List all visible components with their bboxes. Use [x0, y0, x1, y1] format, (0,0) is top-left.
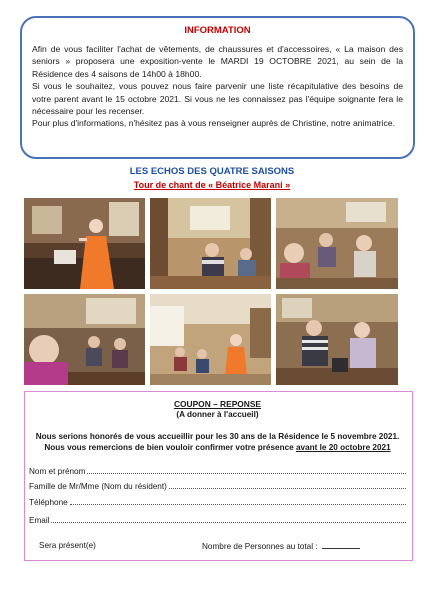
phone-field-line[interactable]	[70, 497, 406, 505]
email-field-line[interactable]	[51, 515, 406, 523]
name-field[interactable]	[29, 466, 406, 476]
coupon-message	[29, 432, 406, 453]
email-field-label: Email	[29, 516, 50, 525]
phone-field[interactable]	[29, 497, 406, 507]
coupon-message-line1: Nous serions honorés de vous accueillir pour les 30 ans de la Résidence le 5 novembre 2021.	[35, 432, 400, 441]
present-label: Sera présent(e)	[39, 541, 96, 550]
resident-closeup-photo	[24, 294, 145, 385]
person-count-label: Nombre de Personnes au total :	[202, 542, 320, 551]
information-body	[32, 43, 403, 130]
coupon-message-line2: Nous vous remercions de bien vouloir confirmer votre présence avant le 20 octobre 2021	[44, 442, 391, 452]
dining-room-performance-photo	[150, 294, 271, 385]
coupon-reponse-form	[24, 391, 413, 561]
family-field-label: Famille de Mr/Mme (Nom du résident)	[29, 482, 167, 491]
family-field[interactable]	[29, 481, 406, 491]
residents-smiling-photo	[276, 198, 398, 289]
information-box	[20, 16, 415, 159]
echos-subtitle: Tour de chant de « Béatrice Marani »	[133, 180, 291, 190]
residents-dancing-photo	[276, 294, 398, 385]
coupon-title: COUPON – REPONSE	[173, 399, 262, 409]
information-title: INFORMATION	[184, 25, 251, 36]
echos-title: LES ECHOS DES QUATRE SAISONS	[129, 166, 295, 177]
name-field-line[interactable]	[87, 466, 406, 474]
information-paragraph-contact: Pour plus d'informations, n'hésitez pas à vous renseigner auprès de Christine, notre animatrice.	[32, 118, 395, 129]
information-paragraph-sale: Afin de vous faciliter l'achat de vêtements, de chaussures et d'accessoires, « La maison des seniors » proposera une exposition-vente le MARDI 19 OCTOBRE 2021, au sein de la Résidence des 4 saisons de 14h00 à 18h00.	[32, 44, 403, 79]
email-field[interactable]	[29, 515, 406, 525]
audience-seated-photo	[150, 198, 271, 289]
phone-field-label: Téléphone	[29, 498, 68, 507]
information-paragraph-needs: Si vous le souhaitez, vous pouvez nous faire parvenir une liste récapitulative des besoins de votre parent avant le 15 octobre 2021. Si vous ne les connaissez pas l'équipe soignante fera le nécessaire pour les recenser.	[32, 81, 403, 117]
person-count-field[interactable]	[202, 541, 360, 551]
coupon-deadline: avant le 20 octobre 2021	[295, 442, 391, 452]
family-field-line[interactable]	[169, 481, 406, 489]
name-field-label: Nom et prénom	[29, 467, 86, 476]
coupon-subtitle: (A donner à l'accueil)	[176, 410, 259, 419]
person-count-blank[interactable]	[322, 541, 360, 549]
singer-performing-photo	[24, 198, 145, 289]
